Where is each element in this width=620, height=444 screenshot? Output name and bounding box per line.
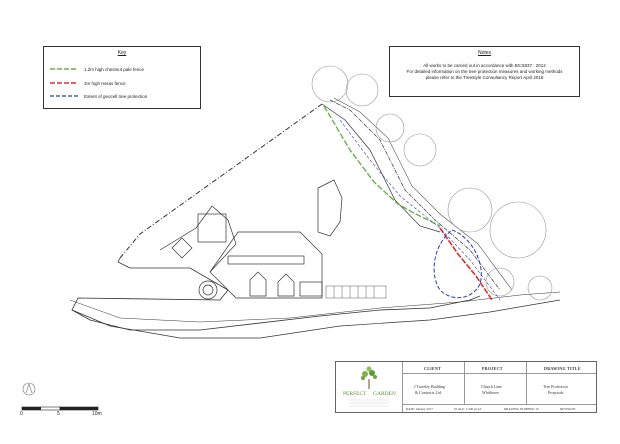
project-value-line: Church Lane: [481, 384, 502, 389]
key-item-chestnut: [50, 65, 144, 73]
inner-boundary: [322, 104, 440, 232]
perfect-garden-logo: [339, 365, 399, 411]
north-arrow-icon: [23, 383, 35, 395]
heras-fence-swatch: [50, 80, 78, 86]
key-item-heras: [50, 79, 126, 87]
tree-canopies: [312, 66, 552, 300]
site-boundary: [120, 104, 322, 258]
scale-label-5: 5: [57, 411, 60, 417]
logo-text-left: PERFECT: [343, 391, 367, 397]
scale-label: SCALE: 1:200 @ A3: [454, 407, 482, 411]
key-item-geocell: [50, 92, 147, 100]
revision-label: REVISION:: [560, 407, 576, 411]
geocell-swatch: [50, 93, 78, 99]
notes-box: [389, 46, 580, 97]
drawing-title-value-line: Proposals: [548, 390, 564, 395]
note-line: please refer to the Treestyle Consultancy Report April 2018: [425, 75, 544, 80]
scale-label-0: 0: [20, 411, 23, 417]
drawing-title-value-line: Tree Protection: [543, 384, 568, 389]
geocell-extent: [434, 230, 481, 298]
heras-fence-line: [440, 228, 492, 300]
drawing-number-label: DRAWING NUMBER: 16: [504, 407, 539, 411]
logo-text-right: GARDEN: [373, 391, 396, 397]
drawing-title-heading: DRAWING TITLE: [544, 366, 581, 371]
client-value-line: J Tweeley Building: [414, 384, 445, 389]
buildings: [160, 180, 342, 299]
note-line: All works to be carried out in accordance with BS:5837 : 2012: [423, 63, 546, 68]
key-item-label: 1.2m high chestnut pale fence: [84, 66, 145, 72]
geocell-path: [340, 120, 500, 300]
parking: [326, 286, 386, 298]
project-heading: PROJECT: [482, 366, 503, 371]
key-item-label: 2m high Heras fence: [84, 80, 126, 86]
key-item-label: Extent of geocell tree protection: [84, 93, 148, 99]
site-outline: [72, 258, 480, 330]
date-label: DATE: January 2017: [406, 407, 433, 411]
title-block: [335, 361, 597, 413]
scale-label-10: 10m: [92, 411, 102, 417]
chestnut-fence-swatch: [50, 66, 78, 72]
road-edge-2: [70, 292, 560, 322]
client-heading: CLIENT: [424, 366, 442, 371]
key-legend: [43, 46, 201, 109]
project-value-line: Whitheroe: [482, 390, 499, 395]
road-edge: [72, 300, 560, 338]
key-title: Key: [117, 50, 127, 56]
tree-logo-icon: [339, 365, 399, 411]
notes-title: Notes: [477, 50, 492, 56]
scale-bar: [20, 404, 110, 422]
outer-boundary: [330, 100, 500, 290]
client-value-line: & Contracts Ltd.: [415, 390, 442, 395]
note-line: For detailed information on the tree protection measures and working methods: [406, 69, 563, 74]
